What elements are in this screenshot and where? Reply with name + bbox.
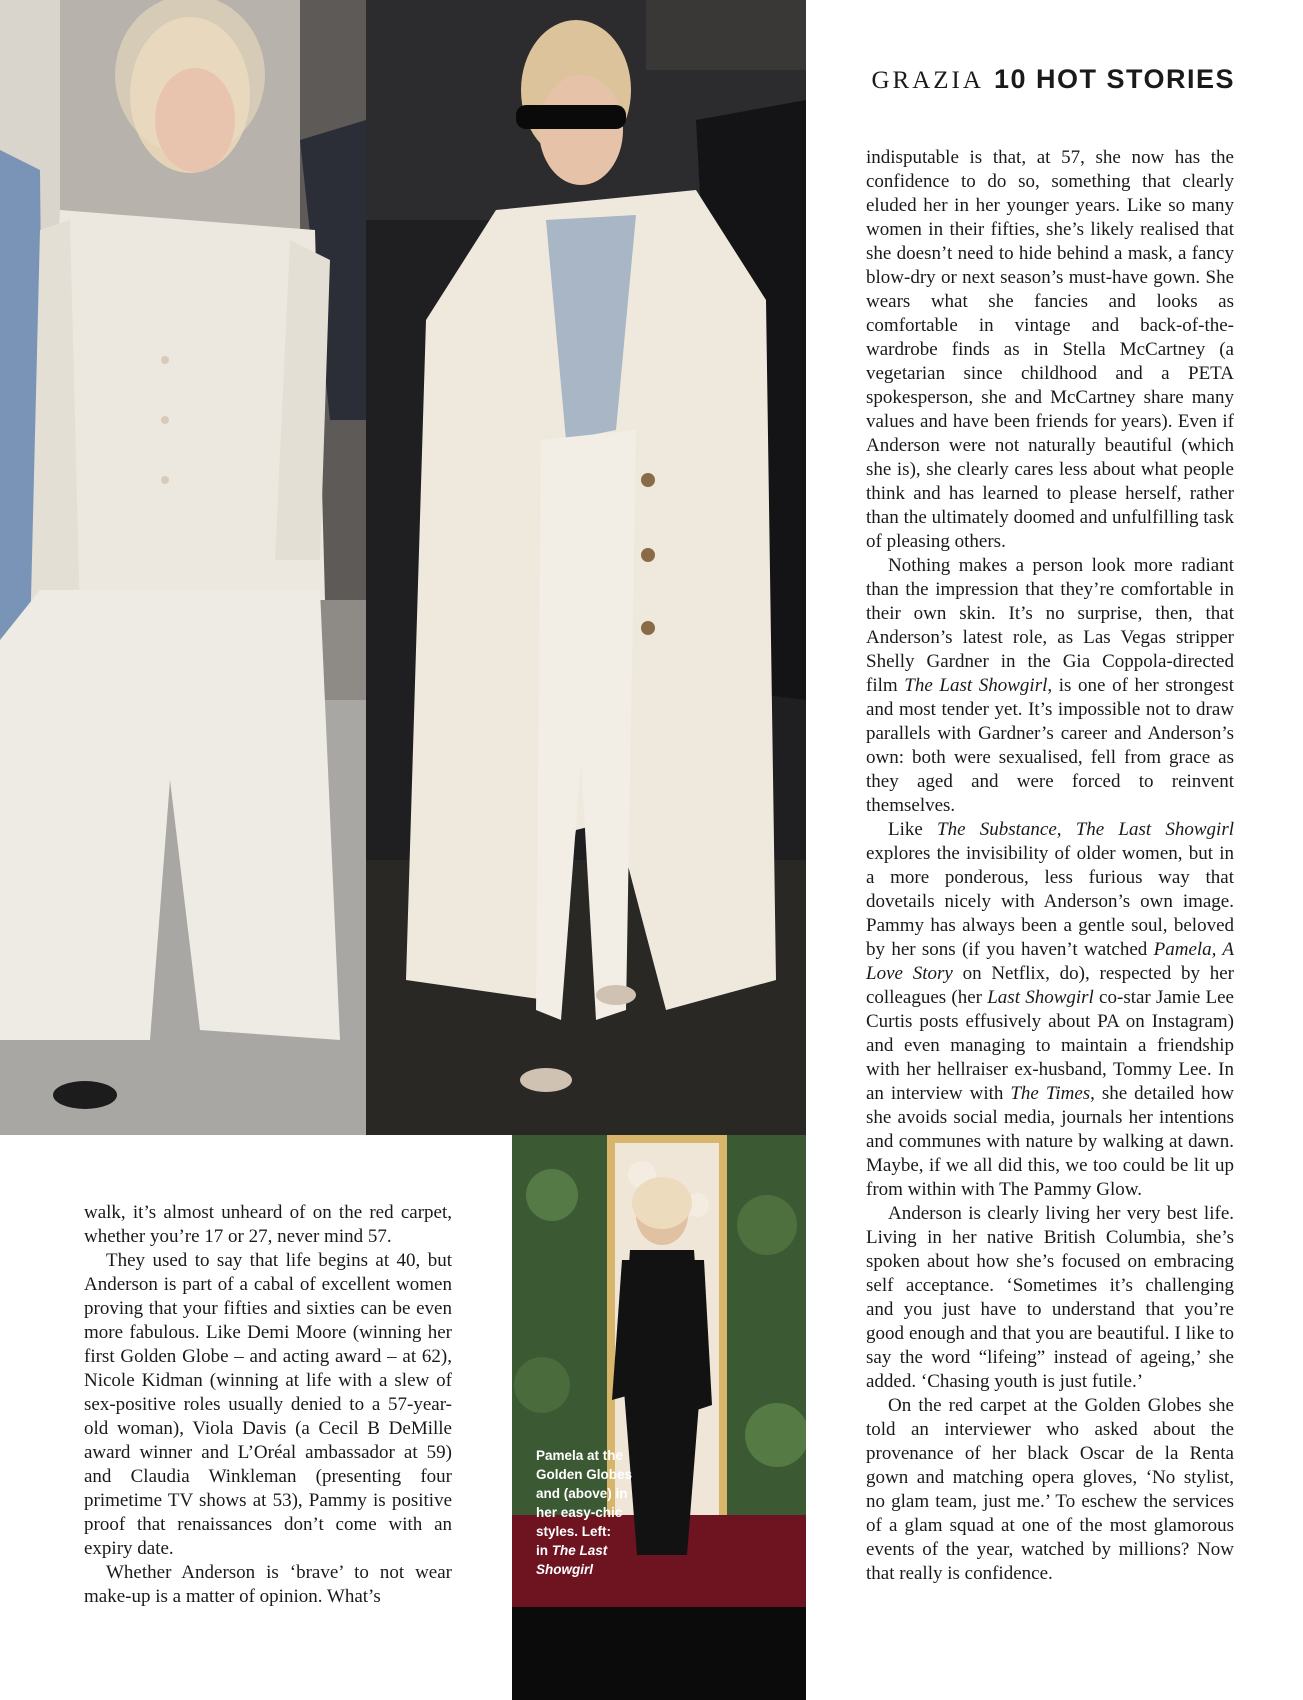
caption-line: in [536,1543,552,1558]
text-run: Nothing makes a person look more radiant than the impression that they’re comfortable in their own skin. It’s no surprise, then, that Anderson’s latest role, as Las Vegas stripper Shelly Gardner in the Gia Coppola-directed film [866,555,1234,696]
text-run: , [1056,819,1076,840]
film-title: The Last Showgirl [904,675,1048,696]
article-paragraph [866,554,1234,818]
caption-title: Showgirl [536,1562,593,1577]
article-paragraph: On the red carpet at the Golden Globes she told an interviewer who asked about the provenance of her black Oscar de la Renta gown and matching opera gloves, ‘No stylist, no glam team, just me.’ To eschew the services of a glam squad at one of the most glamorous events of the year, watched by millions? Now that really is confidence. [866,1395,1234,1584]
text-run: co-star Jamie Lee Curtis posts effusively about PA on Instagram) and even managing to maintain a friendship with her hellraiser ex-husband, Tommy Lee. In an interview with [866,987,1234,1104]
article-paragraph: walk, it’s almost unheard of on the red carpet, whether you’re 17 or 27, never mind 57. [84,1202,452,1247]
film-title: Pamela, A Love Story [866,939,1234,984]
article-paragraph: indisputable is that, at 57, she now has the confidence to do so, something that clearly eluded her in her younger years. Like so many women in their fifties, she’s likely realised that she doesn’t need to hide behind a mask, a fancy blow-dry or next season’s must-have gown. She wears what she fancies and looks as comfortable in vintage and back-of-the-wardrobe finds as in Stella McCartney (a vegetarian since childhood and a PETA spokesperson, she and McCartney share many values and have been friends for years). Even if Anderson were not naturally beautiful (which she is), she clearly cares less about what people think and has learned to please herself, rather than the ultimately doomed and unfulfilling task of pleasing others. [866,147,1234,552]
film-title: The Last Showgirl [1075,819,1234,840]
film-title: The Substance [937,819,1057,840]
text-run: , is one of her strongest and most tender yet. It’s impossible not to draw parallels with Gardner’s career and Anderson’s own: both were sexualised, fell from grace as they aged and were forced to reinvent themselves. [866,675,1234,816]
caption-line: styles. Left: [536,1524,612,1539]
text-run: explores the invisibility of older women, but in a more ponderous, less furious way that dovetails nicely with Anderson’s own image. Pammy has always been a gentle soul, beloved by her sons (if you haven’t watched [866,843,1234,960]
text-run: on Netflix, do), respected by her colleagues (her [866,963,1235,1008]
photo-icon [366,0,806,1135]
article-paragraph [866,818,1234,1202]
photo-caption [536,1446,646,1579]
article-paragraph: They used to say that life begins at 40, but Anderson is part of a cabal of excellent women proving that your fifties and sixties can be even more fabulous. Like Demi Moore (winning her first Golden Globe – and acting award – at 62), Nicole Kidman (winning at life with a slew of sex-positive roles usually denied to a 57-year-old woman), Viola Davis (a Cecil B DeMille award winner and L’Oréal ambassador at 59) and Claudia Winkleman (presenting four primetime TV shows at 53), Pammy is positive proof that renaissances don’t come with an expiry date. [84,1250,452,1559]
page-header [872,64,1236,95]
caption-line: Pamela at the [536,1448,624,1463]
caption-title: The Last [551,1543,608,1558]
photo-white-knit-outfit [0,0,366,1135]
photo-icon [0,0,366,1135]
caption-line: her easy-chic [536,1505,623,1520]
text-run: Like [888,819,938,840]
publication-title: The Times [1010,1083,1091,1104]
photo-black-band [512,1607,806,1700]
article-paragraph: Whether Anderson is ‘brave’ to not wear make-up is a matter of opinion. What’s [84,1562,452,1607]
magazine-brand: GRAZIA [871,67,984,94]
caption-line: Golden Globes [536,1467,633,1482]
caption-line: and (above) in [536,1486,628,1501]
article-column-left [84,1201,452,1609]
photo-cream-coat-outfit [366,0,806,1135]
article-column-right [866,146,1234,1586]
text-run: , she detailed how she avoids social media, journals her intentions and communes with nature by walking at dawn. Maybe, if we all did this, we too could be lit up from within with The Pammy Glow. [866,1083,1234,1200]
article-paragraph: Anderson is clearly living her very best life. Living in her native British Columbia, she’s spoken about how she’s focused on embracing self acceptance. ‘Sometimes it’s challenging and you just have to understand that you’re good enough and that you are beautiful. I like to say the word “lifeing” instead of ageing,’ she added. ‘Chasing youth is just futile.’ [866,1203,1234,1392]
section-title: 10 HOT STORIES [993,64,1235,94]
film-title: Last Showgirl [987,987,1094,1008]
